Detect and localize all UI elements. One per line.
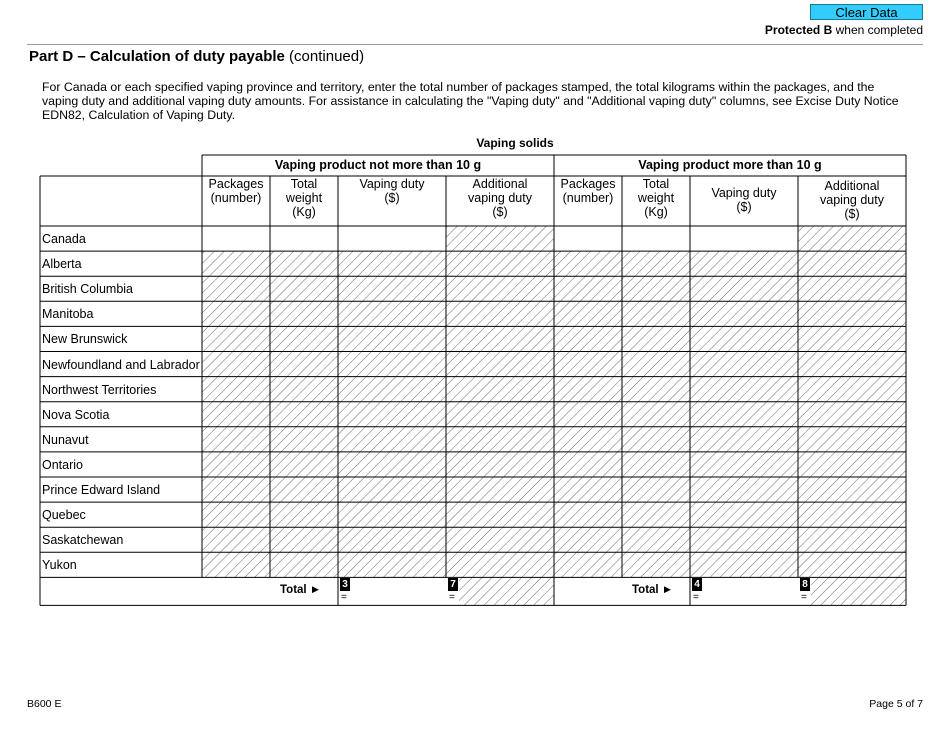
total-right-duty-input[interactable] <box>704 579 796 603</box>
canada-input-cell[interactable] <box>203 227 269 250</box>
column-header-line: ($) <box>492 205 508 219</box>
box-3-equals: = <box>341 592 347 604</box>
canada-input-cell[interactable] <box>555 227 621 250</box>
column-header-total-weight-right <box>622 177 690 219</box>
form-code: B600 E <box>27 698 62 710</box>
province-label: Nova Scotia <box>42 407 110 422</box>
province-label: New Brunswick <box>42 332 128 347</box>
column-header-line: (Kg) <box>644 205 668 219</box>
province-label: Alberta <box>42 257 82 272</box>
column-header-line: Additional <box>472 177 528 191</box>
clear-data-button[interactable]: Clear Data <box>810 4 923 20</box>
canada-input-cell[interactable] <box>271 227 337 250</box>
part-title-bold: Part D – Calculation of duty payable <box>29 48 285 65</box>
group-title-right: Vaping product more than 10 g <box>638 158 822 172</box>
column-header-line: Vaping duty <box>711 186 777 200</box>
province-label: Manitoba <box>42 307 94 322</box>
vaping-solids-heading: Vaping solids <box>476 136 554 150</box>
total-label-right: Total ► <box>632 584 674 597</box>
box-4-equals: = <box>693 592 699 604</box>
box-3-number: 3 <box>340 578 350 591</box>
province-label: Canada <box>42 232 86 246</box>
column-header-line: Vaping duty <box>359 177 425 191</box>
protected-b-bold: Protected B <box>764 23 833 37</box>
column-header-vaping-duty-left <box>338 177 446 205</box>
column-header-line: (Kg) <box>292 205 316 219</box>
province-label: Nunavut <box>42 432 89 447</box>
column-header-line: ($) <box>736 200 752 214</box>
column-header-line: ($) <box>384 191 400 205</box>
province-label: Northwest Territories <box>42 382 157 397</box>
group-title-left: Vaping product not more than 10 g <box>274 158 482 172</box>
column-header-packages-left <box>202 177 270 205</box>
canada-input-cell[interactable] <box>623 227 689 250</box>
page-number: Page 5 of 7 <box>869 698 923 710</box>
box-8-number: 8 <box>800 578 810 591</box>
column-header-line: (number) <box>210 191 262 205</box>
column-header-additional-left <box>446 177 554 219</box>
province-label: Prince Edward Island <box>42 483 161 497</box>
hatched-total-right-additional <box>811 577 906 605</box>
box-4-number: 4 <box>692 578 702 591</box>
total-label-left: Total ► <box>280 584 322 597</box>
province-label: Saskatchewan <box>42 533 124 548</box>
column-header-total-weight-left <box>270 177 338 219</box>
box-7-number: 7 <box>448 578 458 591</box>
hatched-total-left-additional <box>459 577 554 605</box>
box-7-equals: = <box>449 592 455 604</box>
part-title-suffix: (continued) <box>284 48 365 65</box>
column-header-line: vaping duty <box>820 193 884 207</box>
province-label: Quebec <box>42 508 86 523</box>
province-label: British Columbia <box>42 282 134 297</box>
canada-input-cell[interactable] <box>339 227 445 250</box>
column-header-line: Packages <box>560 177 616 191</box>
column-header-line: Packages <box>208 177 264 191</box>
column-header-line: Total <box>642 177 670 191</box>
province-label: Ontario <box>42 457 83 472</box>
column-header-line: Additional <box>824 179 880 193</box>
column-header-line: vaping duty <box>468 191 532 205</box>
province-label: Newfoundland and Labrador <box>42 357 200 372</box>
column-header-vaping-duty-right <box>690 186 798 214</box>
hatched-cell-canada-right-additional <box>798 226 906 251</box>
column-header-line: Total <box>290 177 318 191</box>
total-left-duty-input[interactable] <box>352 579 444 603</box>
protected-b-suffix: when completed <box>832 23 923 37</box>
column-header-additional-right <box>798 179 906 221</box>
canada-input-cell[interactable] <box>691 227 797 250</box>
column-header-line: (number) <box>562 191 614 205</box>
column-header-line: weight <box>285 191 323 205</box>
intro-paragraph: For Canada or each specified vaping province and territory, enter the total number of packages stamped, the total kilograms within the packages, and the vaping duty and additional vaping duty amounts. For assistance in calculating the "Vaping duty" and "Additional vaping duty" columns, see Excise Duty Notice EDN82, Calculation of Vaping Duty. <box>42 80 899 122</box>
column-header-line: ($) <box>844 207 860 221</box>
column-header-line: weight <box>637 191 675 205</box>
column-header-packages-right <box>554 177 622 205</box>
province-label: Yukon <box>42 558 77 573</box>
box-8-equals: = <box>801 592 807 604</box>
hatched-cell-canada-left-additional <box>446 226 554 251</box>
